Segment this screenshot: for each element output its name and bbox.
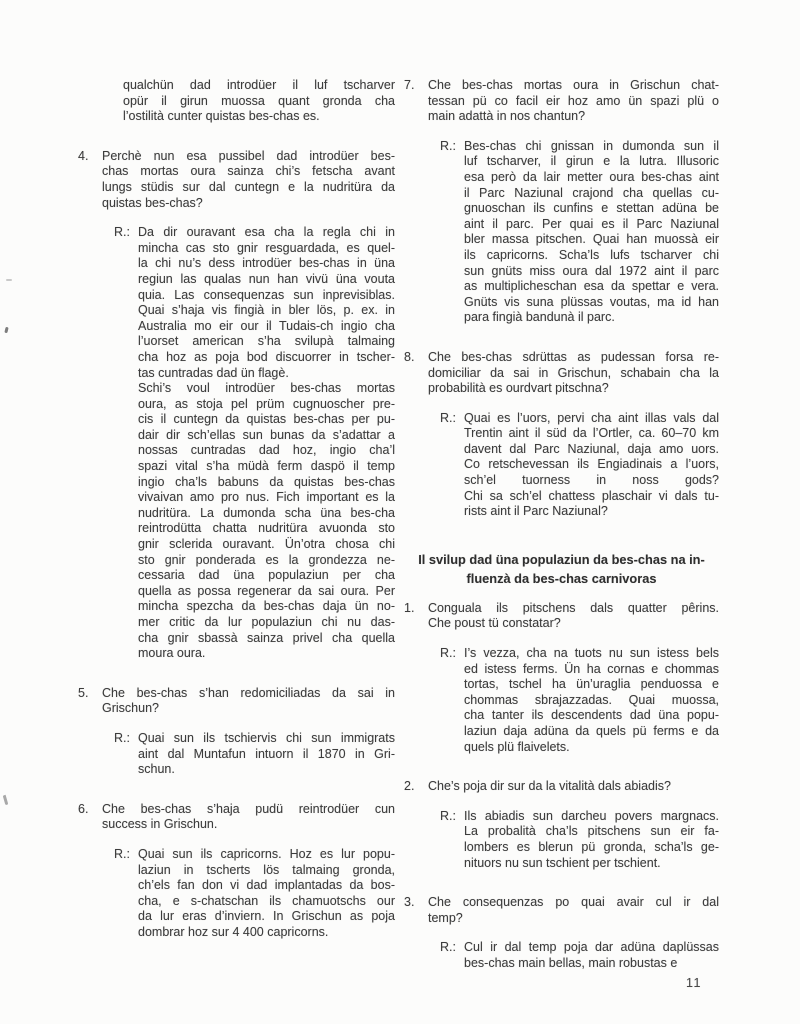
question-text xyxy=(428,779,719,795)
answer-label: R.: xyxy=(440,138,456,153)
answer-paragraph xyxy=(464,411,719,520)
text-line: gnir sclerida ouravant. Ün’otra chosa chi xyxy=(138,537,395,552)
text-line: quistas bes-chas? xyxy=(102,195,203,210)
text-line: dair dir sch’ellas sun bunas da s’adattar a xyxy=(138,427,395,442)
page-number: 11 xyxy=(686,976,702,990)
question-item xyxy=(404,895,719,926)
question-item xyxy=(78,802,395,833)
text-line: Che bes-chas s’haja pudü reintrodüer cun xyxy=(102,801,395,816)
column-left xyxy=(78,78,395,941)
answer-paragraph xyxy=(464,646,719,755)
question-text xyxy=(428,350,719,397)
answer-label: R.: xyxy=(440,646,456,661)
text-line: Che consequenzas po quai avair cul ir dal xyxy=(428,895,719,910)
text-line: laziun in tscherts lös talmaing gronda, xyxy=(138,862,395,877)
text-line: Da dir ouravant esa cha la regla chi in xyxy=(138,225,395,240)
text-line: ed istess ferms. Ün ha cornas e chommas xyxy=(464,661,719,676)
text-line: cha tanter ils descendents dad üna popu- xyxy=(464,708,719,723)
text-line: tas cuntradas dad ün flagè. xyxy=(138,365,289,380)
answer-paragraph xyxy=(138,847,395,941)
answer-body xyxy=(464,139,719,326)
answer-paragraph xyxy=(138,225,395,381)
text-line: ingio cha’ls babuns da quistas bes-chas xyxy=(138,474,395,489)
text-line: nossas cuntradas dad hoz, ingio cha’l xyxy=(138,443,395,458)
answer-label: R.: xyxy=(440,410,456,425)
text-line: success in Grischun. xyxy=(102,817,218,832)
text-line: aint dal Muntafun intuorn il 1870 in Gri- xyxy=(138,746,395,761)
answer-item xyxy=(404,139,719,326)
text-line: oura, as stoja pel prüm cugnuoscher pre- xyxy=(138,396,395,411)
text-line: main adattà in nos chantun? xyxy=(428,109,586,124)
continuation-paragraph xyxy=(78,78,395,125)
text-line: l’uorset american s’ha svilupà talmaing xyxy=(138,334,395,349)
answer-item xyxy=(78,731,395,778)
text-line: Co retschevessan ils Engiadinais a l’uors, xyxy=(464,457,719,472)
text-line: temp? xyxy=(428,910,463,925)
text-line: vivaivan amo pro nus. Fich important es la xyxy=(138,490,395,505)
answer-body xyxy=(464,411,719,520)
column-right xyxy=(404,78,719,972)
answer-item xyxy=(404,809,719,871)
answer-paragraph xyxy=(464,940,719,971)
text-line: Conguala ils pitschens dals quatter pêrins. xyxy=(428,600,719,615)
text-line: bler massa pitschen. Quai han muossà eir xyxy=(464,232,719,247)
question-item xyxy=(404,78,719,125)
text-line: Che bes-chas mortas oura in Grischun chat- xyxy=(428,78,719,92)
text-line: Australia mo eir our il Tudais-ch ingio cha xyxy=(138,318,395,333)
text-line: para fingià bandunà il parc. xyxy=(464,310,615,325)
text-line: spazi vital s’ha müdà ferm daspö il temp xyxy=(138,459,395,474)
text-line: laziun daja adüna da quels pü ferms e da xyxy=(464,724,719,738)
text-line: mincha cas sto gnir resguardada, es quel- xyxy=(138,240,395,255)
answer-label: R.: xyxy=(114,225,130,240)
scan-speck xyxy=(6,279,12,281)
text-line: sto gnir ponderada es la grondezza ne- xyxy=(138,552,395,567)
heading-line: fluenzà da bes-chas carnivoras xyxy=(466,571,657,587)
text-line: opür il girun muossa quant gronda cha xyxy=(123,93,395,108)
question-item xyxy=(404,779,719,795)
question-number: 1. xyxy=(404,600,415,615)
text-line: cis il cuntegn da quistas bes-chas per pu- xyxy=(138,412,395,427)
answer-label: R.: xyxy=(440,940,456,955)
answer-label: R.: xyxy=(114,730,130,745)
text-line: chommas sbrajazzadas. Quai muossa, xyxy=(464,692,719,707)
text-line: Che bes-chas sdrüttas as pudessan forsa re- xyxy=(428,349,719,364)
answer-label: R.: xyxy=(114,846,130,861)
text-line: mer critic da lur populaziun chi nu das- xyxy=(138,615,395,629)
text-line: luf tscharver, il girun e la lutra. Illusoric xyxy=(464,154,719,169)
question-text xyxy=(428,601,719,632)
answer-body xyxy=(464,646,719,755)
text-line: tessan pü co facil eir hoz amo ün spazi plü o xyxy=(428,93,719,108)
question-item xyxy=(404,350,719,397)
answer-body xyxy=(138,847,395,941)
question-text xyxy=(428,78,719,125)
text-line: rists aint il Parc Naziunal? xyxy=(464,504,608,519)
text-line: quels plü flaivelets. xyxy=(464,739,570,754)
text-line: esa però da lair metter oura bes-chas aint xyxy=(464,169,719,184)
text-line: Chi sa sch’el chattess plaschair vi dals tu- xyxy=(464,488,719,503)
section-heading xyxy=(404,550,719,589)
text-line: Gnüts vis suna plüssas voutas, ma id han xyxy=(464,294,719,309)
text-line: Schi’s voul introdüer bes-chas mortas xyxy=(138,381,395,396)
text-line: bes-chas main bellas, main robustas e xyxy=(464,955,678,970)
text-line: Che bes-chas s’han redomiciliadas da sai in xyxy=(102,685,395,700)
text-line: La probalità cha’ls pitschens sun eir fa- xyxy=(464,824,719,839)
text-line: quella as possa regenerar da sai oura. Per xyxy=(138,583,395,598)
text-line: chas mortas oura sainza chi’s fetscha avant xyxy=(102,164,395,179)
answer-paragraph xyxy=(138,731,395,778)
question-text xyxy=(102,802,395,833)
answer-item xyxy=(404,411,719,520)
question-item xyxy=(78,686,395,717)
question-item xyxy=(78,149,395,211)
question-number: 5. xyxy=(78,685,89,700)
text-line: dombrar hoz sur 4 400 capricorns. xyxy=(138,924,329,939)
text-line: Trentin aint il süd da l’Ortler, ca. 60–70 km xyxy=(464,426,719,441)
text-line: schun. xyxy=(138,762,175,777)
text-line: mincha spezcha da bes-chas daja ün no- xyxy=(138,599,395,614)
answer-body xyxy=(138,731,395,778)
scan-speck xyxy=(4,327,8,334)
text-line: ils capricorns. Scha’ls lufs tscharver chi xyxy=(464,247,719,262)
text-line: cha gnir sbassà sainza privel cha quella xyxy=(138,630,395,645)
text-line: lombers es blerun pü gronda, scha’ls ge- xyxy=(464,839,719,854)
text-line: quia. Las consequenzas sun inprevisiblas. xyxy=(138,287,395,302)
text-line: Quai s’haja vis fingià in bler lös, p. ex. in xyxy=(138,303,395,318)
text-line: qualchün dad introdüer il luf tscharver xyxy=(123,78,395,92)
text-line: davent dal Parc Naziunal, daja amo uors. xyxy=(464,441,719,456)
answer-item xyxy=(404,646,719,755)
question-text xyxy=(102,149,395,211)
text-line: as multiplicheschan esa da spettar e vera. xyxy=(464,279,719,294)
text-line: il Parc Naziunal crajond cha quellas cu- xyxy=(464,185,719,200)
text-line: Che’s poja dir sur da la vitalità dals abiadis? xyxy=(428,779,671,794)
text-line: aint il parc. Per quai es il Parc Naziunal xyxy=(464,216,719,231)
question-number: 2. xyxy=(404,779,415,794)
text-line: nudritüra. La dumonda scha üna bes-cha xyxy=(138,505,395,520)
text-line: Ils abiadis sun darcheu povers margnacs. xyxy=(464,808,719,823)
text-line: Quai sun ils tschiervis chi sun immigrats xyxy=(138,730,395,745)
text-line: Perchè nun esa pussibel dad introdüer bes- xyxy=(102,148,395,163)
question-number: 3. xyxy=(404,895,415,910)
text-line: cessaria dad üna populaziun per cha xyxy=(138,568,395,583)
text-line: cha hoz as poja bod discuorrer in tscher- xyxy=(138,349,395,364)
text-line: nituors nu sun tschient per tschient. xyxy=(464,855,661,870)
question-text xyxy=(102,686,395,717)
answer-paragraph xyxy=(464,809,719,871)
text-line: l’ostilità cunter quistas bes-chas es. xyxy=(123,109,320,124)
text-line: da lur eras d’inviern. In Grischun as poja xyxy=(138,909,395,924)
text-line: I’s vezza, cha na tuots nu sun istess bels xyxy=(464,646,719,661)
answer-label: R.: xyxy=(440,808,456,823)
text-line: Quai es l’uors, pervi cha aint illas vals dal xyxy=(464,410,719,425)
text-line: domiciliar da sai in Grischun, schabain cha la xyxy=(428,365,719,380)
answer-body xyxy=(464,940,719,971)
answer-paragraph xyxy=(464,139,719,326)
text-line: regiun las qualas nun han vivü üna vouta xyxy=(138,271,395,286)
text-line: tortas, tschel ha ün’uraglia penduossa e xyxy=(464,677,719,692)
answer-body xyxy=(138,225,395,662)
text-line: cha, e s-chatschan ils chamuotschs our xyxy=(138,893,395,908)
scan-speck xyxy=(3,795,9,805)
text-line: probabilità es ourdvart pitschna? xyxy=(428,381,609,396)
text-line: Che poust tü constatar? xyxy=(428,616,561,631)
question-number: 8. xyxy=(404,349,415,364)
text-line: Quai sun ils capricorns. Hoz es lur popu- xyxy=(138,846,395,861)
text-line: sch’el tuorness in noss gods? xyxy=(464,473,719,488)
answer-item xyxy=(78,847,395,941)
text-line: Cul ir dal temp poja dar adüna daplüssas xyxy=(464,940,719,955)
text-line: ch’els fan don vi dad implantadas da bos- xyxy=(138,878,395,893)
question-text xyxy=(428,895,719,926)
text-line: moura oura. xyxy=(138,646,206,661)
question-item xyxy=(404,601,719,632)
heading-line: Il svilup dad üna populaziun da bes-chas na in- xyxy=(418,551,705,567)
text-line: la chi nu’s dess introdüer bes-chas in üna xyxy=(138,256,395,271)
text-line: Bes-chas chi gnissan in dumonda sun il xyxy=(464,138,719,153)
answer-item xyxy=(404,940,719,971)
question-number: 7. xyxy=(404,78,415,92)
answer-paragraph xyxy=(138,381,395,662)
text-line: sun gnüts miss oura dal 1972 aint il parc xyxy=(464,263,719,278)
answer-body xyxy=(464,809,719,871)
text-line: gnuoschan ils cunfins e stettan adüna be xyxy=(464,201,719,216)
text-line: reintrodütta chatta nudritüra avuonda sto xyxy=(138,521,395,536)
question-number: 4. xyxy=(78,148,89,163)
text-line: lungs stüdis sur dal cuntegn e la nudritüra da xyxy=(102,179,395,194)
question-number: 6. xyxy=(78,801,89,816)
text-line: Grischun? xyxy=(102,701,159,716)
answer-item xyxy=(78,225,395,662)
